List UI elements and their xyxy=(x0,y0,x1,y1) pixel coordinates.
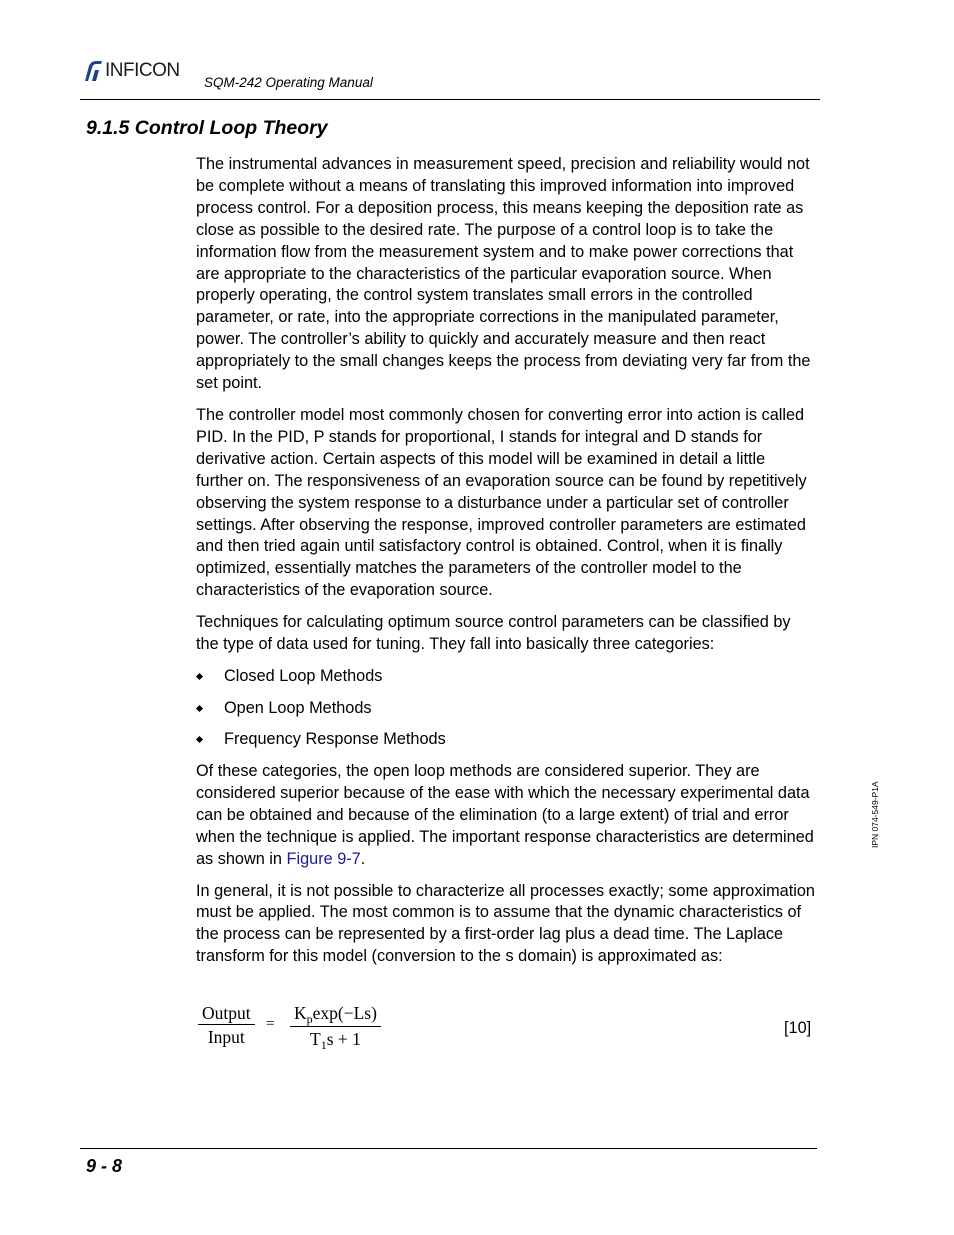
lhs-fraction xyxy=(198,1002,255,1049)
bullet-diamond-icon xyxy=(196,704,203,711)
category-list xyxy=(196,666,816,751)
paragraph-pid: The controller model most commonly chosen for converting error into action is called PID. In the PID, P stands for proportional, I stands for integral and D stands for derivative action. Certain aspects of this model will be examined in detail a little further on. The responsiveness of an evaporation source can be found by repetitively observing the system response to a disturbance under a particular set of controller settings. After observing the response, improved controller parameters are estimated and then tried again until satisfactory control is obtained. Control, when it is finally optimized, essentially matches the parameters of the controller model to the characteristics of the evaporation source. xyxy=(196,405,807,600)
list-item xyxy=(196,666,816,688)
rhs-fraction xyxy=(290,1002,381,1053)
paragraph-open-loop xyxy=(196,761,816,871)
lhs-numerator: Output xyxy=(202,1003,251,1023)
rhs-k: K xyxy=(294,1003,307,1023)
paragraph-laplace: In general, it is not possible to characterize all processes exactly; some approximation must be applied. The most common is to assume that the dynamic characteristics of the process can be represented by a first-order lag plus a dead time. The Laplace transform for this model (conversion to the s domain) is approximated as: xyxy=(196,881,815,966)
manual-title: SQM-242 Operating Manual xyxy=(204,75,373,90)
paragraph-techniques: Techniques for calculating optimum source control parameters can be classified by the type of data used for tuning. They fall into basically three categories: xyxy=(196,613,791,654)
paragraph-intro: The instrumental advances in measurement speed, precision and reliability would not be complete without a means of translating this improved information into improved process control. For a deposition process, this means keeping the deposition rate as close as possible to the desired rate. The purpose of a control loop is to take the information flow from the measurement system and to make power corrections that are appropriate to the characteristics of the particular evaporation source. When properly operating, the control system translates small errors in the controlled parameter, or rate, into the appropriate corrections in the manipulated parameter, power. The controller’s ability to quickly and accurately measure and then react appropriately to the small changes keeps the process from deviating very far from the set point. xyxy=(196,155,811,393)
rhs-numerator xyxy=(290,1002,381,1026)
rhs-t: T xyxy=(310,1029,321,1049)
header-divider xyxy=(80,99,820,100)
bullet-diamond-icon xyxy=(196,736,203,743)
rhs-s-plus-one: s + 1 xyxy=(326,1029,361,1049)
brand-name: INFICON xyxy=(105,60,180,81)
inficon-logo xyxy=(83,60,180,82)
section-heading: 9.1.5 Control Loop Theory xyxy=(86,117,328,139)
page-number: 9 - 8 xyxy=(86,1156,123,1176)
rhs-exp: exp(−Ls) xyxy=(312,1003,377,1023)
list-item-label: Frequency Response Methods xyxy=(224,730,446,749)
inficon-logo-icon xyxy=(83,60,103,82)
paragraph-open-loop-text: Of these categories, the open loop methods are considered superior. They are considered superior because of the ease with which the necessary experimental data can be obtained and because of the elimination (to a large extent) of trial and error when the technique is applied. The important response characteristics are determined as shown in xyxy=(196,762,814,868)
list-item-label: Closed Loop Methods xyxy=(224,666,383,685)
rhs-k-subscript: p xyxy=(306,1012,313,1026)
section-body xyxy=(196,154,816,978)
footer-divider xyxy=(80,1148,817,1149)
list-item xyxy=(196,698,816,720)
rhs-t-subscript: 1 xyxy=(320,1038,327,1052)
equals-sign: = xyxy=(266,1016,275,1032)
list-item xyxy=(196,729,816,751)
list-item-label: Open Loop Methods xyxy=(224,698,372,717)
bullet-diamond-icon xyxy=(196,673,203,680)
lhs-denominator: Input xyxy=(207,1027,245,1047)
rhs-denominator xyxy=(310,1027,361,1053)
document-code: IPN 074-549-P1A xyxy=(870,781,880,848)
paragraph-open-loop-end: . xyxy=(360,849,366,868)
equation-number: [10] xyxy=(784,1019,812,1037)
figure-link[interactable]: Figure 9-7 xyxy=(286,849,361,868)
